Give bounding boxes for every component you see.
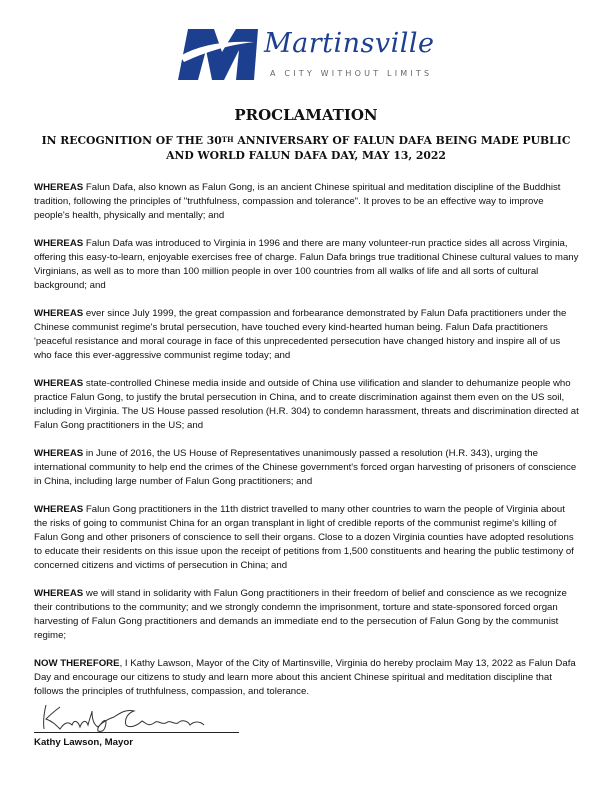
whereas-paragraph: WHEREAS we will stand in solidarity with Falun Gong practitioners in their freedom of belief and conscience as we recognize their contributions to the community; and we strongly condemn the imprisonment, torture and state-sponsored forced organ harvesting of Falun Gong practitioners and demands an immediate end to the persecution of Falun Gong by the communist regime;: [34, 588, 567, 641]
whereas-paragraph: WHEREAS in June of 2016, the US House of Representatives unanimously passed a resolution (H.R. 343), urging the international community to help end the crimes of the Chinese government's forced organ harvesting of prisoners of conscience in China, including large number of Falun Gong practitioners; and: [34, 448, 577, 487]
signatory-name: Kathy Lawson, Mayor: [34, 737, 133, 748]
city-logo: [178, 26, 458, 84]
martinsville-m-logo-icon: [178, 26, 260, 82]
whereas-paragraph: WHEREAS state-controlled Chinese media inside and outside of China use vilification and slander to dehumanize people who practice Falun Gong, to justify the brutal persecution in China, and to create discrimination against them even on the US soil, including in Virginia. The US House passed resolution (H.R. 304) to condemn harassment, threats and discrimination directed at Falun Gong practitioners in the US; and: [34, 378, 579, 431]
document-title: PROCLAMATION: [234, 106, 378, 124]
subtitle-line-1: IN RECOGNITION OF THE 30TH ANNIVERSARY OF FALUN DAFA BEING MADE PUBLIC: [41, 134, 571, 147]
subtitle-line-2: AND WORLD FALUN DAFA DAY, MAY 13, 2022: [166, 149, 446, 162]
logo-city-name: Martinsville: [264, 28, 435, 59]
proclamation-body: [34, 181, 580, 713]
whereas-paragraph: WHEREAS Falun Gong practitioners in the 11th district travelled to many other countries to warn the people of Virginia about the risks of going to communist China for an organ transplant in light of credible reports of the communist regime's killing of Falun Gong and other prisoners of conscience to sell their organs. Close to a dozen Virginia counties have adopted resolutions to educate their residents on this issue upon the receipt of petitions from 1,500 constituents and hearing the public testimony of concerned citizens and victims of persecution in China; and: [34, 504, 574, 571]
handwritten-signature: [38, 699, 238, 733]
logo-tagline: A CITY WITHOUT LIMITS: [270, 69, 433, 78]
whereas-paragraph: WHEREAS Falun Dafa was introduced to Virginia in 1996 and there are many volunteer-run practice sides all across Virginia, offering this easy-to-learn, enjoyable exercises free of charge. Falun Dafa brings true traditional Chinese cultural values to many Virginians, as well as to more than 100 million people in over 100 countries from all walks of life and all sorts of cultural background; and: [34, 238, 579, 291]
signature-block: [34, 699, 244, 748]
document-subtitle: [30, 133, 582, 163]
whereas-paragraph: WHEREAS Falun Dafa, also known as Falun Gong, is an ancient Chinese spiritual and meditation discipline of the Buddhist tradition, following the principles of "truthfulness, compassion and tolerance". It proves to be an effective way to improve people's health, physically and mentally; and: [34, 182, 561, 221]
now-therefore-paragraph: NOW THEREFORE, I Kathy Lawson, Mayor of the City of Martinsville, Virginia do hereby proclaim May 13, 2022 as Falun Dafa Day and encourage our citizens to study and learn more about this ancient Chinese spiritual and meditation discipline that follows the principles of truthfulness, compassion, and tolerance.: [34, 658, 576, 697]
signature-line: [34, 732, 239, 733]
whereas-paragraph: WHEREAS ever since July 1999, the great compassion and forbearance demonstrated by Falun Dafa practitioners under the Chinese communist regime's brutal persecution, have touched every kind-hearted human being. Falun Dafa practitioners 'peaceful resistance and moral courage in face of this unprecedented persecution have changed history and inspire all of us who face this ever-aggressive communist regime today; and: [34, 308, 567, 361]
